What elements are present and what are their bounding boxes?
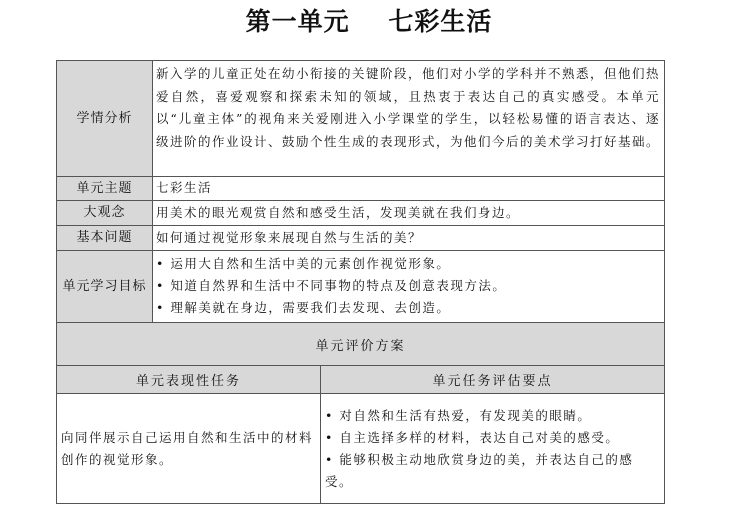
row-big-idea bbox=[57, 201, 665, 226]
criteria-item: • 能够积极主动地欣赏身边的美，并表达自己的感受。 bbox=[325, 451, 634, 489]
big-idea-content: 用美术的眼光观赏自然和感受生活，发现美就在我们身边。 bbox=[153, 201, 665, 225]
analysis-label: 学情分析 bbox=[57, 61, 153, 176]
criteria-list bbox=[325, 405, 660, 493]
unit-plan-table bbox=[56, 60, 665, 504]
row-theme bbox=[57, 177, 665, 201]
task-text: 向同伴展示自己运用自然和生活中的材料创作的视觉形象。 bbox=[61, 429, 314, 467]
goal-item: • 知道自然界和生活中不同事物的特点及创意表现方法。 bbox=[156, 278, 507, 293]
task-content bbox=[57, 394, 321, 503]
analysis-text: 新入学的儿童正处在幼小衔接的关键阶段，他们对小学的学科并不熟悉，但他们热爱自然，喜爱观察和探索未知的领域，且热衷于表达自己的真实感受。本单元以“儿童主体”的视角来关爱刚进入小学课堂的学生，以轻松易懂的语言表达、逐级进阶的作业设计、鼓励个性生成的表现形式，为他们今后的美术学习打好基础。 bbox=[156, 66, 661, 149]
goals-list bbox=[156, 253, 506, 319]
criteria-content bbox=[321, 394, 665, 503]
row-goals bbox=[57, 251, 665, 323]
big-idea-label: 大观念 bbox=[57, 201, 153, 225]
criteria-header: 单元任务评估要点 bbox=[321, 366, 665, 393]
goals-label: 单元学习目标 bbox=[57, 251, 153, 322]
basic-question-label: 基本问题 bbox=[57, 226, 153, 250]
theme-content: 七彩生活 bbox=[153, 177, 665, 200]
criteria-item: • 自主选择多样的材料，表达自己对美的感受。 bbox=[325, 429, 620, 445]
basic-question-content: 如何通过视觉形象来展现自然与生活的美？ bbox=[153, 226, 665, 250]
row-evaluation-headers bbox=[57, 366, 665, 394]
row-basic-question bbox=[57, 226, 665, 251]
row-evaluation-heading bbox=[57, 323, 665, 366]
row-evaluation-body bbox=[57, 394, 665, 504]
row-analysis bbox=[57, 61, 665, 177]
goals-content bbox=[153, 251, 665, 322]
task-header: 单元表现性任务 bbox=[57, 366, 321, 393]
evaluation-heading: 单元评价方案 bbox=[57, 323, 665, 365]
page-title: 第一单元 七彩生活 bbox=[245, 7, 493, 36]
goal-item: • 运用大自然和生活中美的元素创作视觉形象。 bbox=[156, 256, 451, 271]
analysis-content bbox=[153, 61, 665, 176]
theme-label: 单元主题 bbox=[57, 177, 153, 200]
goal-item: • 理解美就在身边，需要我们去发现、去创造。 bbox=[156, 300, 451, 315]
criteria-item: • 对自然和生活有热爱，有发现美的眼睛。 bbox=[325, 407, 592, 423]
